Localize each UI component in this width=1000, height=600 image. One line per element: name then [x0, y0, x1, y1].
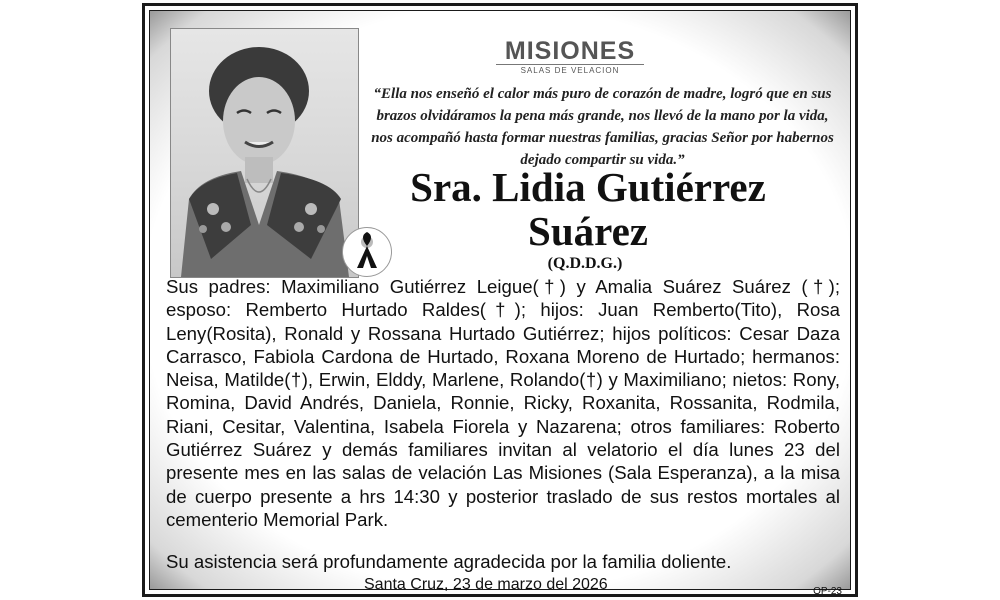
funeral-home-logo [490, 38, 650, 75]
deceased-name: Sra. Lidia Gutiérrez Suárez [410, 164, 766, 254]
ad-code: OP-23 [813, 586, 842, 597]
obituary-body: Sus padres: Maximiliano Gutiérrez Leigue(†) y Amalia Suárez Suárez (†); esposo: Remberto Hurtado Raldes(†); hijos: Juan Remberto(Tito), Rosa Leny(Rosita), Ronald y Rossana Hurtado Gutiérrez; hijos políticos: Cesar Daza Carrasco, Fabiola Cardona de Hurtado, Roxana Moreno de Hurtado; hermanos: Neisa, Matilde(†), Erwin, Elddy, Marlene, Rolando(†) y Maximiliano; nietos: Rony, Romina, David Andrés, Daniela, Ronnie, Ricky, Roxanita, Rossanita, Rodmila, Riani, Cesitar, Valentina, Isabela Fiorela y Nazarena; otros familiares: Roberto Gutiérrez Suárez y demás familiares invitan al velatorio el día lunes 23 del presente mes en las salas de velación Las Misiones (Sala Esperanza), a la misa de cuerpo presente a hrs 14:30 y posterior traslado de sus restos mortales al cementerio Memorial Park. [166, 276, 840, 530]
memorial-quote: “Ella nos enseñó el calor más puro de corazón de madre, logró que en sus brazos olvidáramos la pena más grande, nos llevó de la mano por la vida, nos acompañó hasta formar nuestras familias, gracias Señor por habernos dejado compartir su vida.” [371, 86, 834, 168]
logo-name: MISIONES [504, 37, 636, 65]
logo-subtitle: SALAS DE VELACION [520, 66, 620, 75]
qddg-tag: (Q.D.D.G.) [547, 255, 623, 272]
obituary-frame [142, 3, 858, 597]
portrait-photo [170, 28, 359, 278]
obituary-panel [149, 10, 851, 597]
thanks-line: Su asistencia será profundamente agradecida por la familia doliente. [166, 551, 732, 572]
place-date: Santa Cruz, 23 de marzo del 2026 [364, 576, 608, 593]
